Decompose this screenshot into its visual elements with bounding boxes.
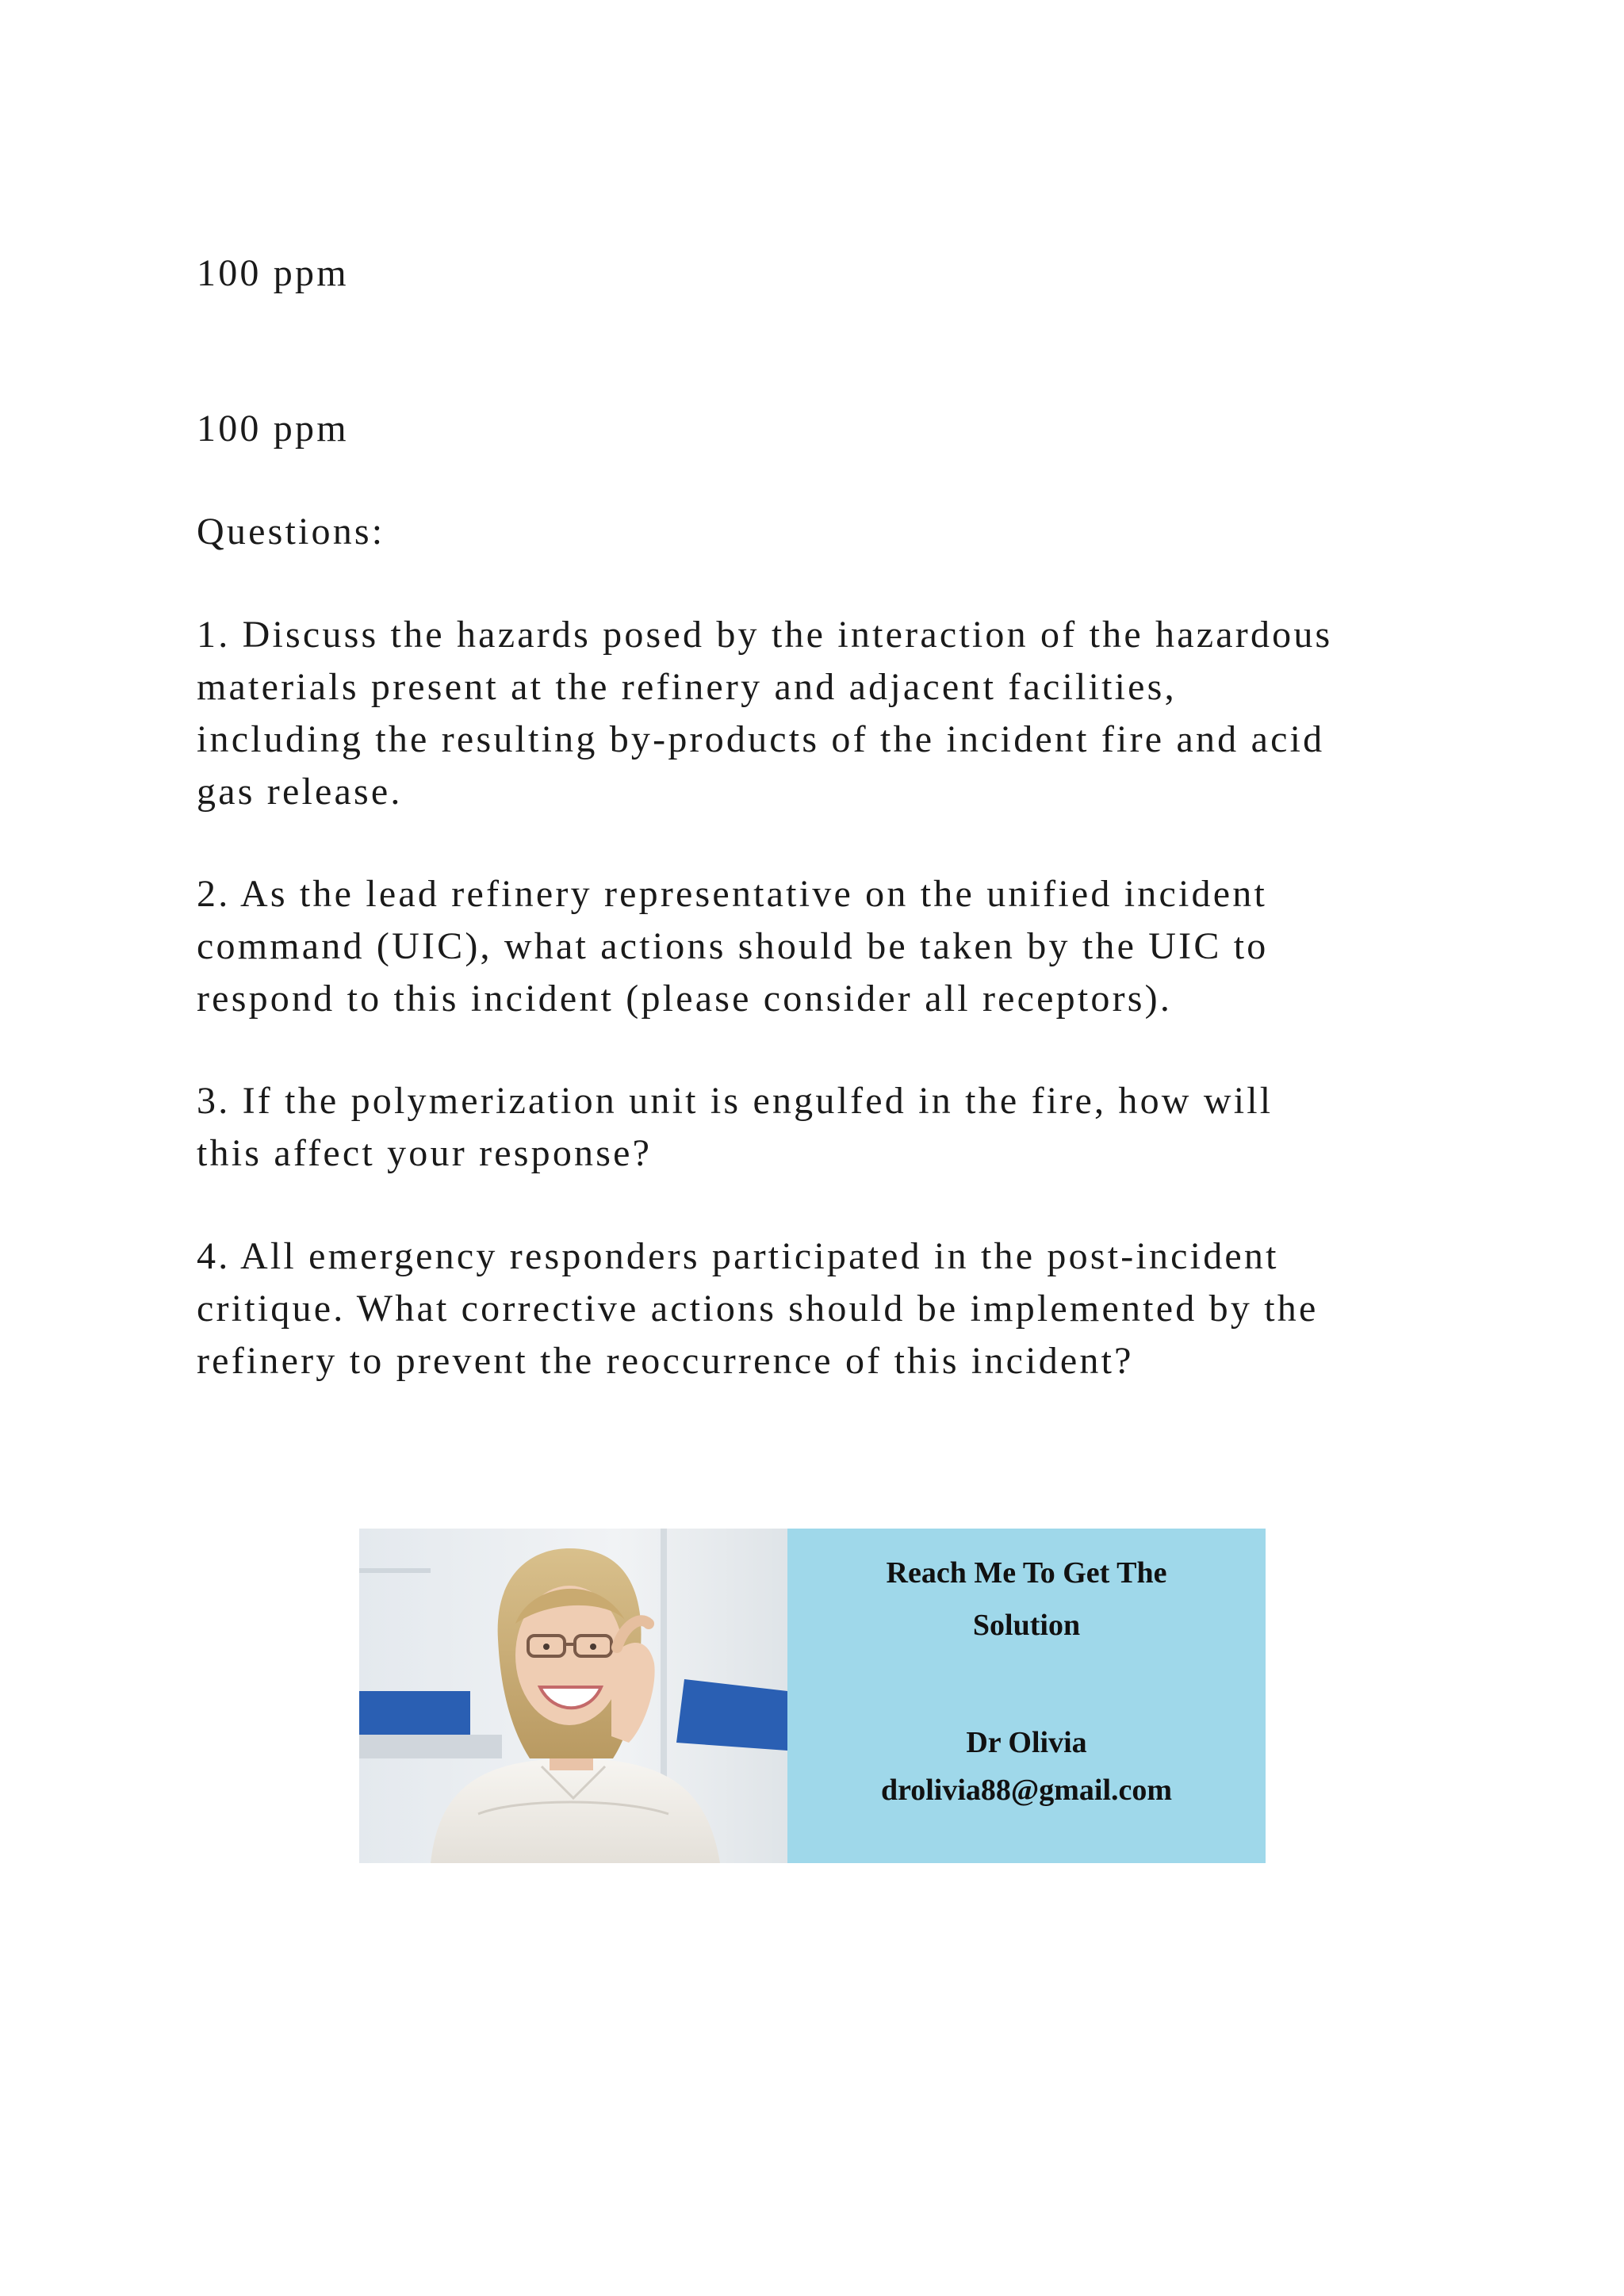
contact-ad-banner (359, 1529, 1266, 1863)
woman-photo-illustration (359, 1529, 787, 1863)
question-4: 4. All emergency responders participated in the post-incident critique. What corrective actions should be implemented by the refinery to prevent the reoccurrence of this incident? (197, 1235, 1319, 1382)
ad-name: Dr Olivia (966, 1726, 1087, 1759)
contact-card (787, 1529, 1266, 1863)
ppm-line-2: 100 ppm (197, 408, 349, 450)
ad-tagline-line-1: Reach Me To Get The (886, 1556, 1167, 1590)
questions-heading: Questions: (197, 511, 385, 553)
question-2: 2. As the lead refinery representative on the unified incident command (UIC), what actions should be taken by the UIC to respond to this incident (please consider all receptors). (197, 873, 1269, 1020)
ad-email[interactable]: drolivia88@gmail.com (880, 1774, 1173, 1807)
question-3: 3. If the polymerization unit is engulfed in the fire, how will this affect your response? (197, 1080, 1274, 1174)
ad-tagline-line-2: Solution (972, 1609, 1081, 1642)
woman-photo (359, 1529, 787, 1863)
question-1: 1. Discuss the hazards posed by the interaction of the hazardous materials present at the refinery and adjacent facilities, including the resulting by-products of the incident fire and acid gas release. (197, 614, 1333, 813)
ppm-line-1: 100 ppm (197, 252, 349, 294)
